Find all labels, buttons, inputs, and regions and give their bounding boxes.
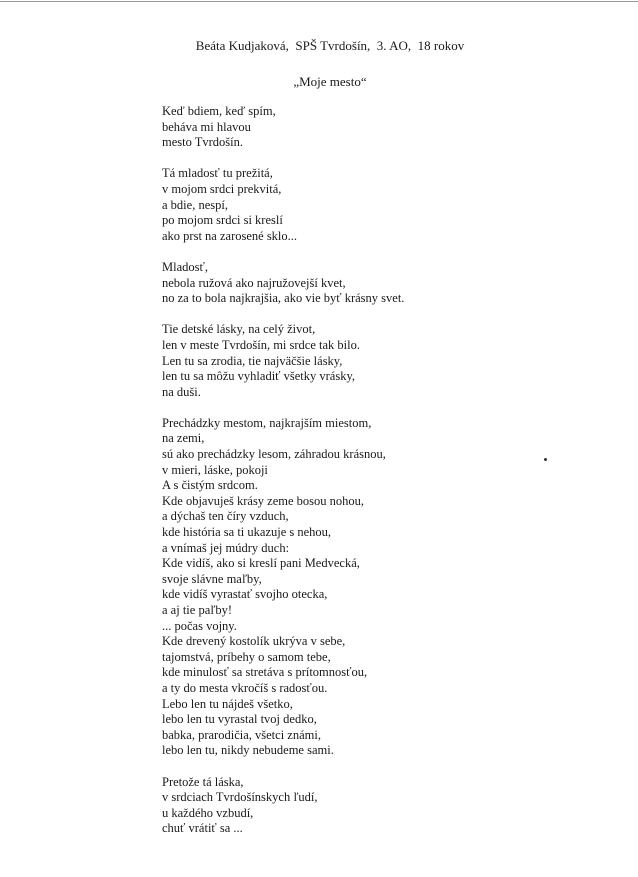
poem-line: len tu sa môžu vyhladiť všetky vrásky, bbox=[162, 369, 356, 384]
poem-line: babka, prarodičia, všetci známi, bbox=[162, 727, 321, 742]
poem-title: „Moje mesto“ bbox=[293, 74, 367, 89]
poem-line: na zemi, bbox=[162, 431, 205, 446]
poem-line: kde vidíš vyrastať svojho otecka, bbox=[162, 587, 328, 602]
poem-line: a vnímaš jej múdry duch: bbox=[162, 540, 290, 555]
poem-line: mesto Tvrdošín. bbox=[162, 135, 244, 150]
poem-line: na duši. bbox=[162, 384, 201, 399]
poem-body bbox=[162, 104, 404, 853]
poem-line: kde história sa ti ukazuje s nehou, bbox=[162, 525, 332, 540]
poem-line: v mieri, láske, pokoji bbox=[162, 462, 268, 477]
poem-line: po mojom srdci si kreslí bbox=[162, 213, 283, 228]
poem-line: Lebo len tu nájdeš všetko, bbox=[162, 696, 293, 711]
poem-line: nebola ružová ako najružovejší kvet, bbox=[162, 275, 346, 290]
poem-line: sú ako prechádzky lesom, záhradou krásnou, bbox=[162, 447, 386, 462]
poem-line: Kde vidíš, ako si kreslí pani Medvecká, bbox=[162, 556, 360, 571]
stanza bbox=[162, 322, 404, 400]
poem-line: lebo len tu vyrastal tvoj dedko, bbox=[162, 712, 317, 727]
stanza bbox=[162, 775, 404, 837]
poem-line: beháva mi hlavou bbox=[162, 119, 251, 134]
stanza bbox=[162, 260, 404, 307]
poem-line: kde minulosť sa stretáva s prítomnosťou, bbox=[162, 665, 368, 680]
scan-speck bbox=[544, 458, 547, 461]
stanza bbox=[162, 104, 404, 151]
poem-line: v srdciach Tvrdošínskych ľudí, bbox=[162, 790, 318, 805]
poem-line: v mojom srdci prekvitá, bbox=[162, 181, 282, 196]
poem-line: Tie detské lásky, na celý život, bbox=[162, 322, 316, 337]
poem-line: len v meste Tvrdošín, mi srdce tak bilo. bbox=[162, 337, 360, 352]
poem-line: ... počas vojny. bbox=[162, 618, 237, 633]
poem-line: Kde drevený kostolík ukrýva v sebe, bbox=[162, 634, 346, 649]
poem-line: a bdie, nespí, bbox=[162, 197, 228, 212]
poem-line: a ty do mesta vkročíš s radosťou. bbox=[162, 680, 328, 695]
poem-line: chuť vrátiť sa ... bbox=[162, 821, 243, 836]
stanza bbox=[162, 416, 404, 759]
poem-line: ako prst na zarosené sklo... bbox=[162, 228, 298, 243]
poem-line: Kde objavuješ krásy zeme bosou nohou, bbox=[162, 493, 365, 508]
poem-line: a aj tie paľby! bbox=[162, 603, 232, 617]
poem-line: Mladosť, bbox=[162, 259, 208, 274]
poem-line: Prechádzky mestom, najkrajším miestom, bbox=[162, 415, 372, 430]
poem-line: svoje slávne maľby, bbox=[162, 571, 262, 586]
stanza bbox=[162, 166, 404, 244]
poem-line: A s čistým srdcom. bbox=[162, 478, 258, 493]
poem-line: Tá mladosť tu prežitá, bbox=[162, 166, 273, 181]
poem-line: a dýchaš ten číry vzduch, bbox=[162, 509, 289, 524]
poem-line: Len tu sa zrodia, tie najväčšie lásky, bbox=[162, 353, 343, 368]
poem-line: no za to bola najkrajšia, ako vie byť krásny svet. bbox=[162, 291, 405, 306]
poem-line: Keď bdiem, keď spím, bbox=[162, 104, 276, 118]
poem-line: Pretože tá láska, bbox=[162, 774, 244, 789]
poem-line: lebo len tu, nikdy nebudeme sami. bbox=[162, 743, 334, 758]
poem-line: tajomstvá, príbehy o samom tebe, bbox=[162, 649, 331, 664]
poem-line: u každého vzbudí, bbox=[162, 805, 254, 820]
author-header: Beáta Kudjaková, SPŠ Tvrdošín, 3. AO, 18 rokov bbox=[195, 38, 465, 53]
scan-edge-line bbox=[0, 1, 638, 2]
